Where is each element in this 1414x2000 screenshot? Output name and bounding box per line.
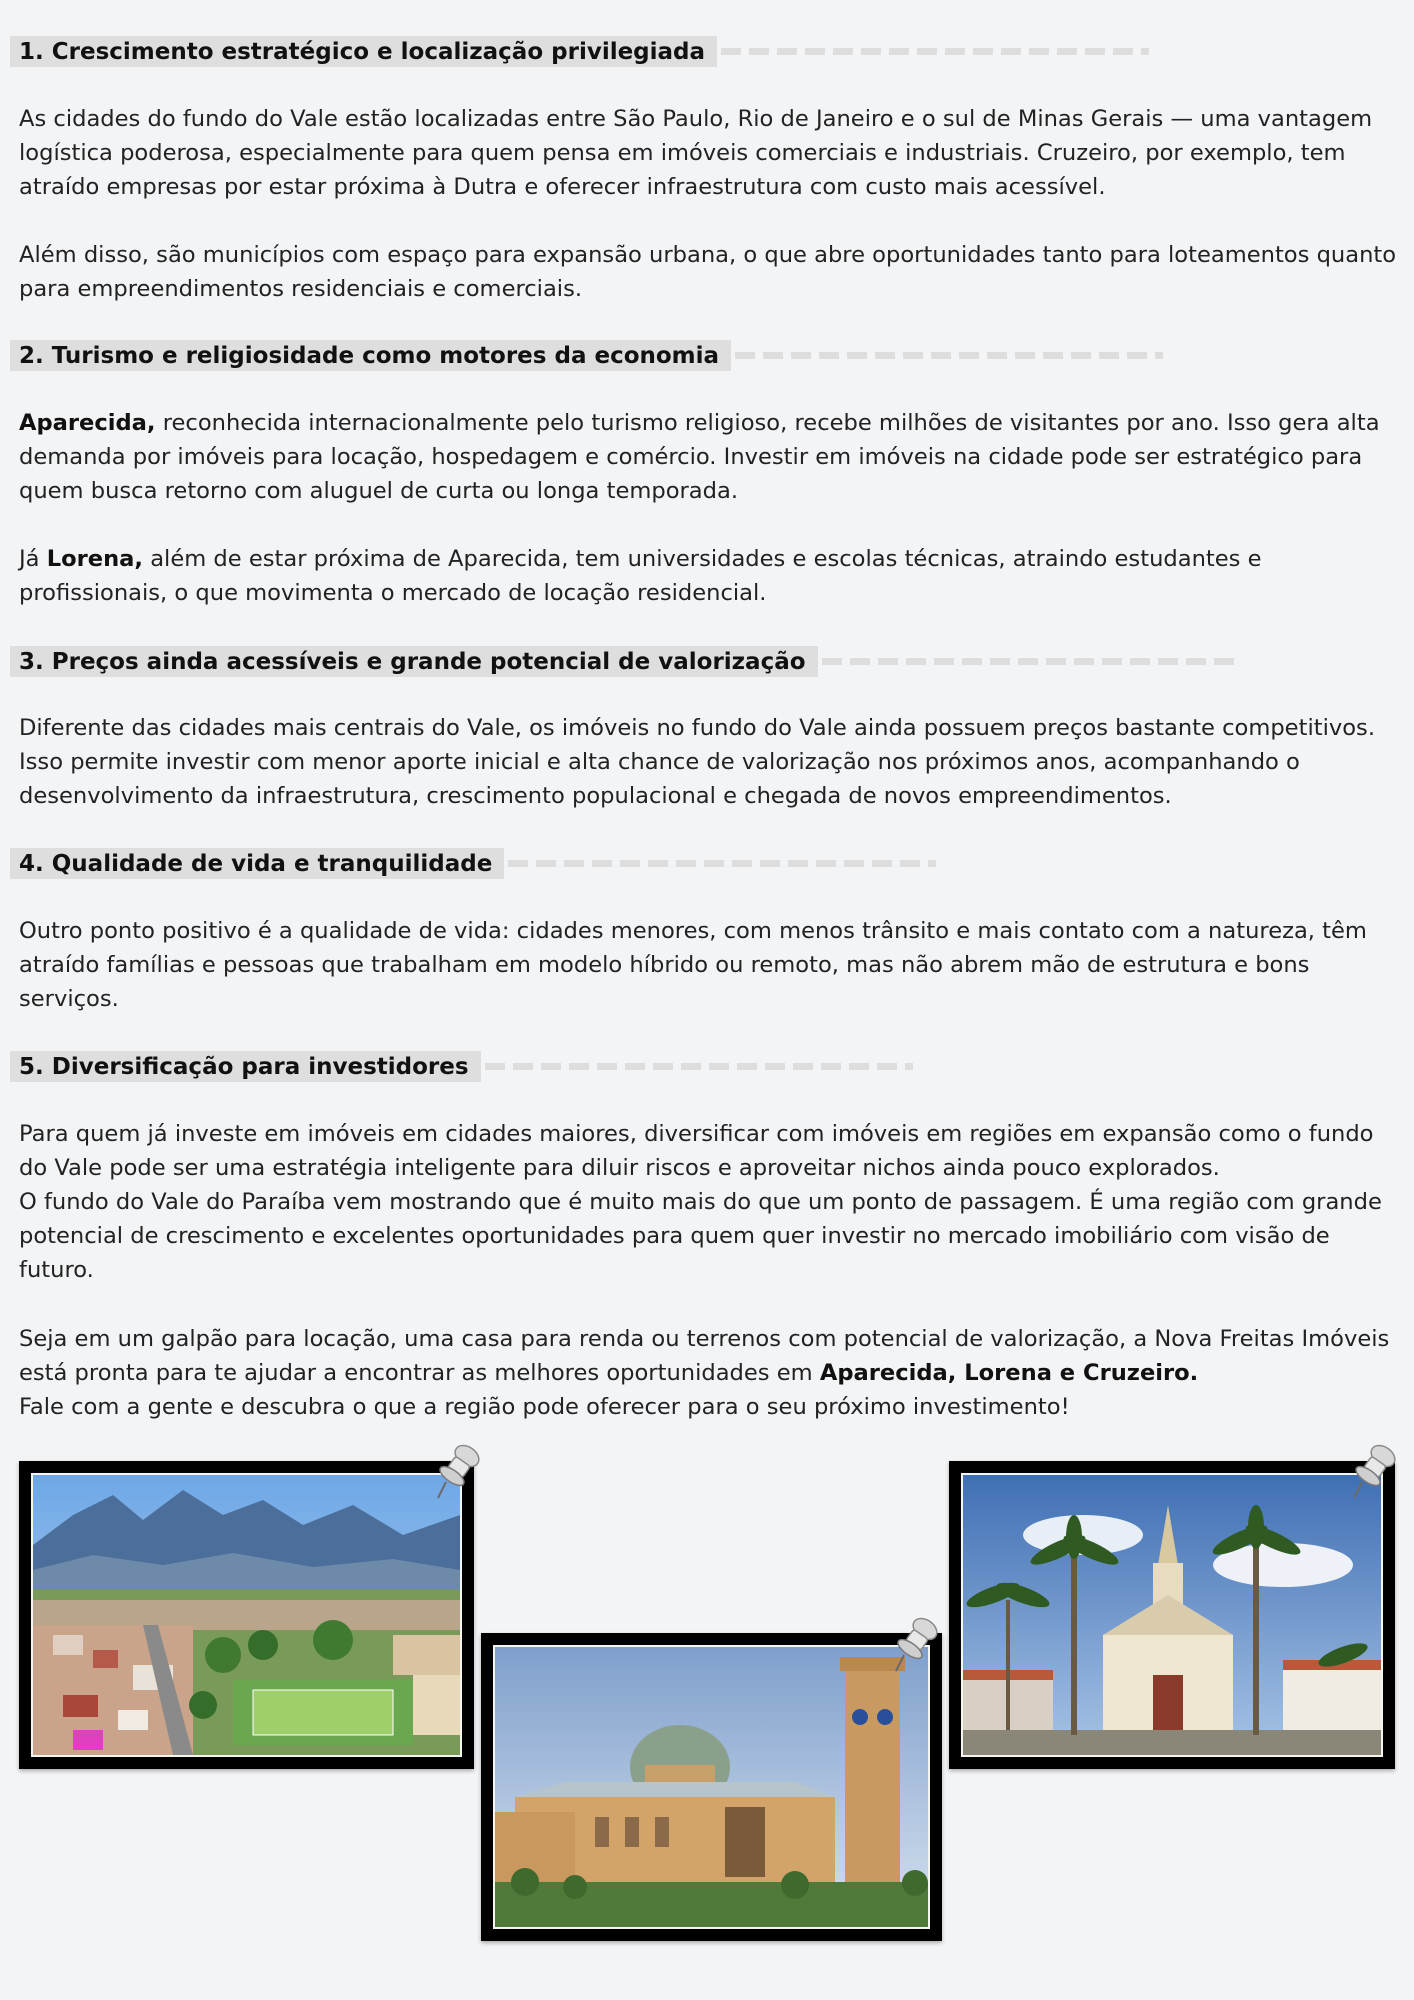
section-heading-3 xyxy=(10,646,1234,677)
bold-city-name: Lorena, xyxy=(46,546,144,572)
pushpin-icon xyxy=(432,1438,492,1508)
paragraph-text: Fale com a gente e descubra o que a região pode oferecer para o seu próximo investimento! xyxy=(19,1394,1070,1420)
section-heading-2 xyxy=(10,340,1163,371)
paragraph xyxy=(19,1322,1399,1424)
heading-text: 3. Preços ainda acessíveis e grande potencial de valorização xyxy=(10,646,818,677)
bold-city-names: Aparecida, Lorena e Cruzeiro. xyxy=(819,1360,1199,1386)
paragraph-text: reconhecida internacionalmente pelo turismo religioso, recebe milhões de visitantes por ano. Isso gera alta demanda por imóveis para locação, hospedagem e comércio. Investir em imóveis na cidade pode ser estratégico para quem busca retorno com aluguel de curta ou longa temporada. xyxy=(19,410,1380,504)
photo-image xyxy=(493,1645,930,1929)
pushpin-icon xyxy=(1348,1438,1408,1508)
paragraph: Outro ponto positivo é a qualidade de vida: cidades menores, com menos trânsito e mais contato com a natureza, têm atraído famílias e pessoas que trabalham em modelo híbrido ou remoto, mas não abrem mão de estrutura e bons serviços. xyxy=(19,918,1367,1012)
heading-text: 4. Qualidade de vida e tranquilidade xyxy=(10,848,504,879)
bold-city-name: Aparecida, xyxy=(19,410,156,436)
dashed-divider xyxy=(485,1063,913,1070)
photo-image xyxy=(31,1473,462,1757)
dashed-divider xyxy=(822,658,1234,665)
paragraph: As cidades do fundo do Vale estão localizadas entre São Paulo, Rio de Janeiro e o sul de Minas Gerais — uma vantagem logística poderosa, especialmente para quem pensa em imóveis comerciais e industriais. Cruzeiro, por exemplo, tem atraído empresas por estar próxima à Dutra e oferecer infraestrutura com custo mais acessível. xyxy=(19,106,1373,200)
paragraph-text: Seja em um galpão para locação, uma casa para renda ou terrenos com potencial de valorização, a Nova Freitas Imóveis está pronta para te ajudar a encontrar as melhores oportunidades em xyxy=(19,1326,1390,1386)
photo-church-palms xyxy=(949,1461,1395,1769)
dashed-divider xyxy=(721,48,1149,55)
heading-text: 5. Diversificação para investidores xyxy=(10,1051,481,1082)
paragraph: Além disso, são municípios com espaço para expansão urbana, o que abre oportunidades tanto para loteamentos quanto para empreendimentos residenciais e comerciais. xyxy=(19,242,1397,302)
photo-basilica xyxy=(481,1633,942,1941)
paragraph-text: além de estar próxima de Aparecida, tem universidades e escolas técnicas, atraindo estudantes e profissionais, o que movimenta o mercado de locação residencial. xyxy=(19,546,1262,606)
paragraph xyxy=(19,542,1399,610)
dashed-divider xyxy=(735,352,1163,359)
heading-text: 1. Crescimento estratégico e localização privilegiada xyxy=(10,36,717,67)
section-heading-4 xyxy=(10,848,936,879)
section-heading-5 xyxy=(10,1051,913,1082)
paragraph-text: Já xyxy=(19,546,47,572)
pushpin-icon xyxy=(890,1611,950,1681)
dashed-divider xyxy=(508,860,936,867)
paragraph: Diferente das cidades mais centrais do Vale, os imóveis no fundo do Vale ainda possuem preços bastante competitivos. Isso permite investir com menor aporte inicial e alta chance de valorização nos próximos anos, acompanhando o desenvolvimento da infraestrutura, crescimento populacional e chegada de novos empreendimentos. xyxy=(19,715,1375,809)
photo-image xyxy=(961,1473,1383,1757)
paragraph xyxy=(19,406,1399,508)
section-heading-1 xyxy=(10,36,1149,67)
paragraph-text: Para quem já investe em imóveis em cidades maiores, diversificar com imóveis em regiões em expansão como o fundo do Vale pode ser uma estratégia inteligente para diluir riscos e aproveitar nichos ainda pouco explorados. xyxy=(19,1121,1374,1181)
paragraph-text: O fundo do Vale do Paraíba vem mostrando que é muito mais do que um ponto de passagem. É uma região com grande potencial de crescimento e excelentes oportunidades para quem quer investir no mercado imobiliário com visão de futuro. xyxy=(19,1189,1382,1283)
paragraph xyxy=(19,1117,1399,1287)
photo-city-aerial xyxy=(19,1461,474,1769)
heading-text: 2. Turismo e religiosidade como motores da economia xyxy=(10,340,731,371)
